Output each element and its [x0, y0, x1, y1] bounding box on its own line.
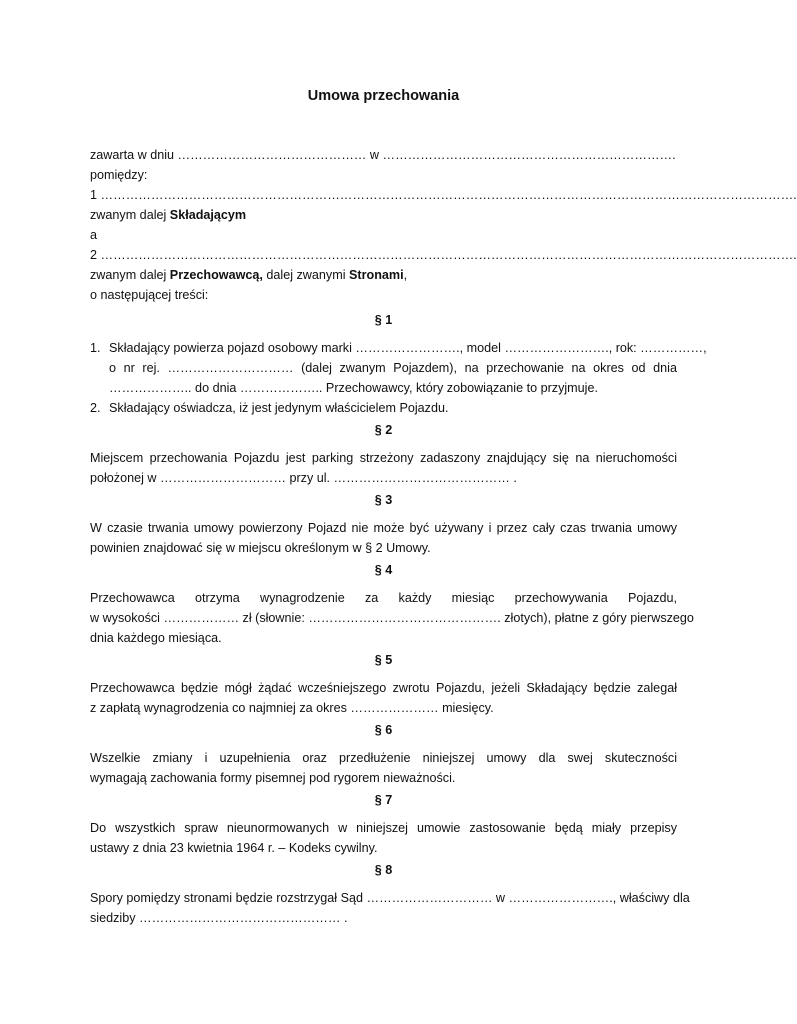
party-2-label-prefix: zwanym dalej — [90, 268, 170, 282]
text-line: Przechowawca będzie mógł żądać wcześniejszego zwrotu Pojazdu, jeżeli Składający będzie zalegał — [90, 681, 677, 695]
section-body — [90, 518, 677, 558]
party-2-label-mid: dalej zwanymi — [262, 268, 349, 282]
text-line: w wysokości ……………… zł (słownie: ………………………………………. złotych), płatne z góry pierwszego — [90, 611, 694, 625]
section-6 — [90, 720, 677, 788]
section-4 — [90, 560, 694, 648]
text-line: Do wszystkich spraw nieunormowanych w niniejszej umowie zastosowanie będą miały przepisy — [90, 821, 677, 835]
text-line: Składający powierza pojazd osobowy marki ……………………., model ……………………., rok: ……………, — [109, 341, 707, 355]
section-heading: § 8 — [374, 863, 393, 877]
section-body — [90, 678, 677, 718]
section-heading: § 6 — [374, 723, 393, 737]
text-line: o nr rej. ………………………… (dalej zwanym Pojazdem), na przechowanie na okres od dnia — [109, 361, 677, 375]
list-item-number: 2. — [90, 401, 101, 415]
section-1 — [90, 310, 707, 418]
section-2 — [90, 420, 677, 488]
section-8 — [90, 860, 690, 928]
section-heading: § 5 — [374, 653, 393, 667]
text-line: wymagają zachowania formy pisemnej pod rygorem nieważności. — [90, 771, 456, 785]
text-line: Składający oświadcza, iż jest jedynym właścicielem Pojazdu. — [109, 401, 449, 415]
conjunction: a — [90, 228, 98, 242]
text-line: ……………….. do dnia ……………….. Przechowawcy, który zobowiązanie to przyjmuje. — [109, 381, 598, 395]
party-2-role: Przechowawcą, — [169, 268, 263, 282]
list-item — [90, 338, 707, 398]
intro-block — [90, 145, 797, 305]
party-1-label-prefix: zwanym dalej — [90, 208, 170, 222]
party-2-line: 2 …………………………………………………………………………………………………………………………………………………. — [90, 248, 797, 262]
text-line: siedziby ………………………………………… . — [90, 911, 348, 925]
section-7 — [90, 790, 677, 858]
intro-date-place: zawarta w dniu ……………………………………… w ……………………………………………………………. — [90, 148, 676, 162]
section-heading: § 4 — [374, 563, 393, 577]
party-2-label-suffix: , — [403, 268, 408, 282]
intro-between: pomiędzy: — [90, 168, 148, 182]
text-line: Spory pomiędzy stronami będzie rozstrzygał Sąd ………………………… w ……………………., właściwy dla — [90, 891, 690, 905]
text-line: położonej w ………………………… przy ul. …………………………………… . — [90, 471, 517, 485]
party-1-line: 1 …………………………………………………………………………………………………………………………………………………. — [90, 188, 797, 202]
section-body — [90, 748, 677, 788]
text-line: z zapłatą wynagrodzenia co najmniej za okres ………………… miesięcy. — [90, 701, 494, 715]
document-title: Umowa przechowania — [307, 88, 460, 104]
list-item — [90, 398, 677, 418]
text-line: Miejscem przechowania Pojazdu jest parking strzeżony zadaszony znajdujący się na nieruchomości — [90, 451, 677, 465]
list-item-number: 1. — [90, 341, 101, 355]
text-line: ustawy z dnia 23 kwietnia 1964 r. – Kodeks cywilny. — [90, 841, 378, 855]
section-3 — [90, 490, 677, 558]
section-heading: § 1 — [374, 313, 393, 327]
text-line: Wszelkie zmiany i uzupełnienia oraz przedłużenie niniejszej umowy dla swej skuteczności — [90, 751, 677, 765]
text-line: dnia każdego miesiąca. — [90, 631, 222, 645]
section-1-list — [90, 338, 707, 418]
section-5 — [90, 650, 677, 718]
parties-term: Stronami — [349, 268, 404, 282]
party-1-role: Składającym — [169, 208, 247, 222]
section-body — [90, 888, 690, 928]
section-body — [90, 588, 694, 648]
section-body — [90, 818, 677, 858]
section-heading: § 7 — [374, 793, 393, 807]
party-2-label — [90, 265, 677, 285]
section-heading: § 3 — [374, 493, 393, 507]
section-heading: § 2 — [374, 423, 393, 437]
text-line: W czasie trwania umowy powierzony Pojazd nie może być używany i przez cały czas trwania umowy — [90, 521, 677, 535]
text-line: powinien znajdować się w miejscu określonym w § 2 Umowy. — [90, 541, 431, 555]
content-intro: o następującej treści: — [90, 288, 209, 302]
section-body — [90, 448, 677, 488]
party-1-label — [90, 205, 677, 225]
text-line: Przechowawca otrzyma wynagrodzenie za każdy miesiąc przechowywania Pojazdu, — [90, 591, 677, 605]
